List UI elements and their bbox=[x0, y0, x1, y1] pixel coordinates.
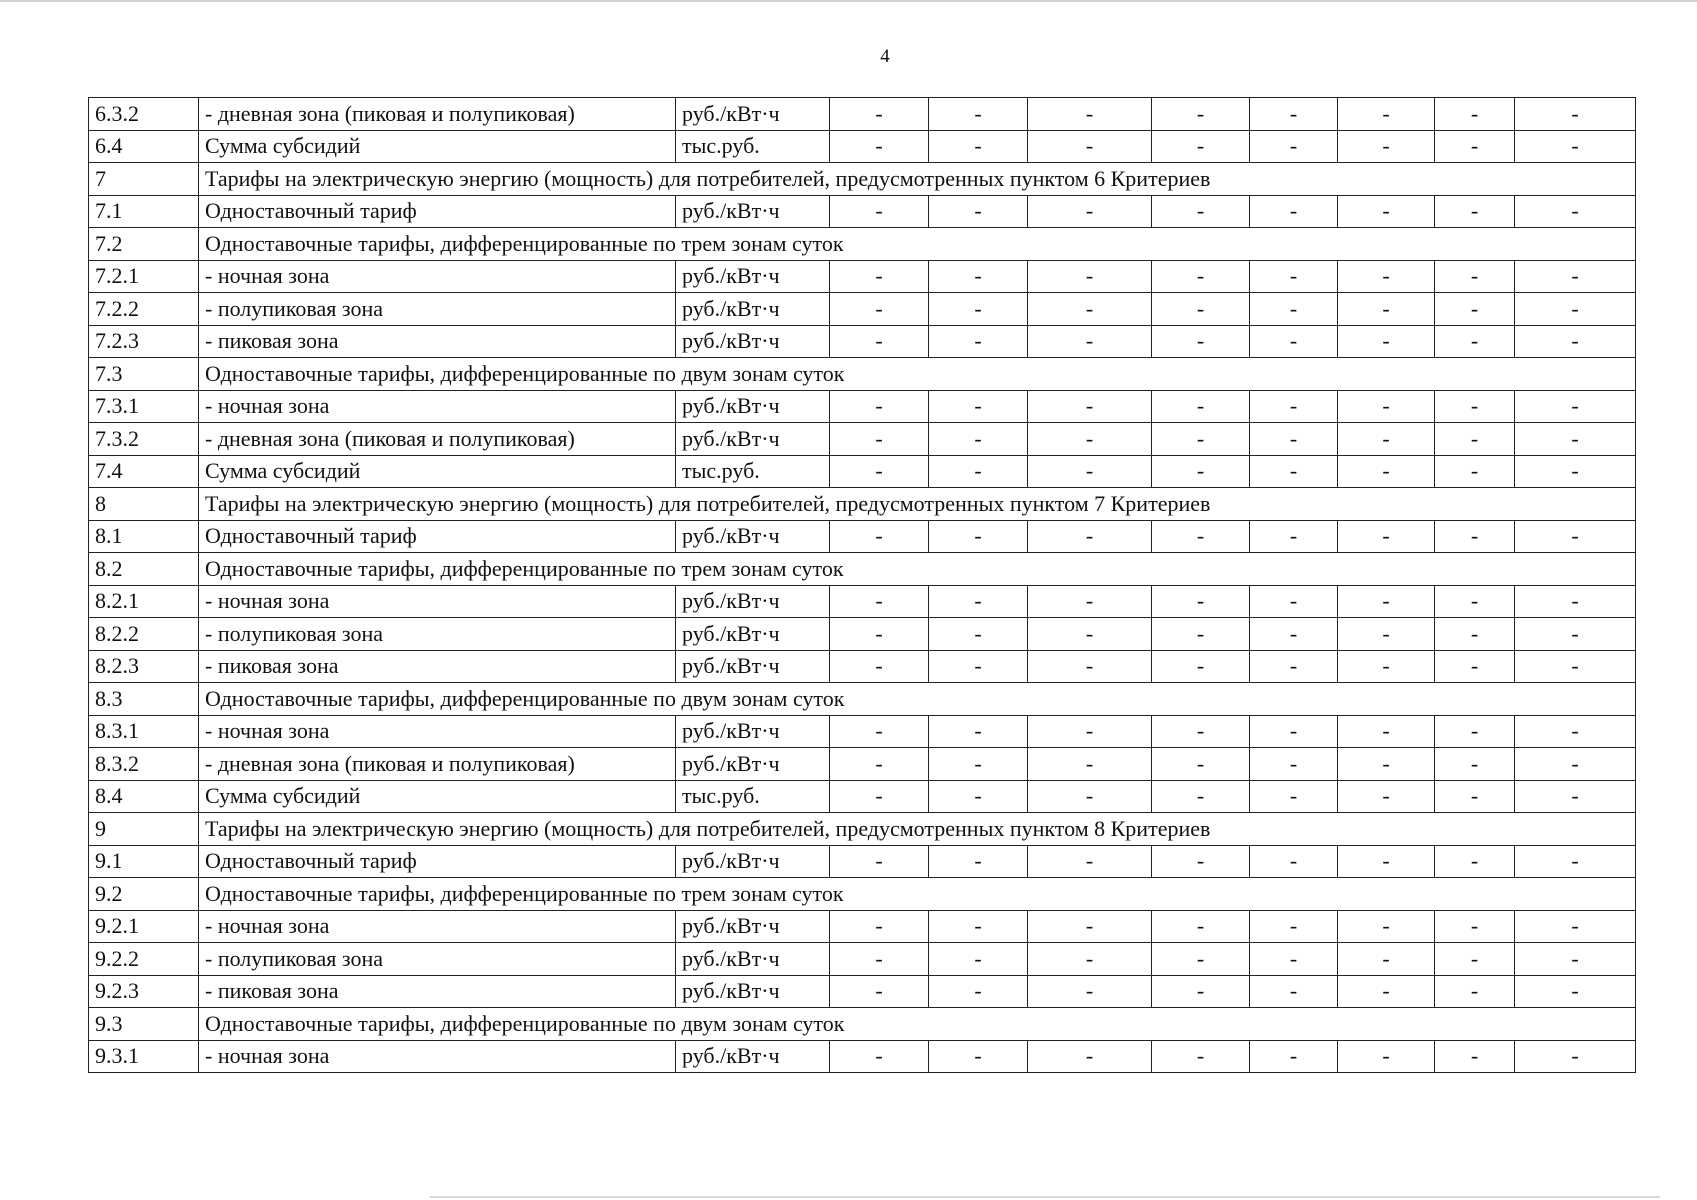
value-cell: - bbox=[1250, 390, 1338, 423]
value-cell: - bbox=[1250, 130, 1338, 163]
value-cell: - bbox=[1435, 423, 1515, 456]
value-cell: - bbox=[1338, 390, 1435, 423]
value-cell: - bbox=[1515, 585, 1636, 618]
value-cell: - bbox=[830, 520, 929, 553]
unit-cell: руб./кВт·ч bbox=[676, 520, 830, 553]
row-name: - ночная зона bbox=[199, 1040, 676, 1073]
value-cell: - bbox=[1028, 195, 1152, 228]
table-row bbox=[89, 130, 1636, 163]
row-number: 9.2 bbox=[89, 878, 199, 911]
row-number: 8.2.2 bbox=[89, 618, 199, 651]
value-cell: - bbox=[1435, 845, 1515, 878]
value-cell: - bbox=[1028, 520, 1152, 553]
value-cell: - bbox=[1250, 325, 1338, 358]
section-header-row bbox=[89, 813, 1636, 846]
row-name: - полупиковая зона bbox=[199, 293, 676, 326]
value-cell: - bbox=[1435, 618, 1515, 651]
row-name: - пиковая зона bbox=[199, 650, 676, 683]
value-cell: - bbox=[830, 423, 929, 456]
value-cell: - bbox=[1338, 98, 1435, 131]
page-number: 4 bbox=[880, 46, 890, 67]
value-cell: - bbox=[1152, 390, 1250, 423]
value-cell: - bbox=[830, 910, 929, 943]
row-number: 7.1 bbox=[89, 195, 199, 228]
value-cell: - bbox=[1435, 260, 1515, 293]
table-row bbox=[89, 618, 1636, 651]
table-row bbox=[89, 650, 1636, 683]
section-header-row bbox=[89, 488, 1636, 521]
value-cell: - bbox=[1338, 975, 1435, 1008]
value-cell: - bbox=[929, 455, 1028, 488]
value-cell: - bbox=[1515, 715, 1636, 748]
value-cell: - bbox=[929, 98, 1028, 131]
unit-cell: руб./кВт·ч bbox=[676, 748, 830, 781]
table-row bbox=[89, 325, 1636, 358]
section-header-row bbox=[89, 228, 1636, 261]
row-name: Сумма субсидий bbox=[199, 455, 676, 488]
value-cell: - bbox=[1250, 715, 1338, 748]
value-cell: - bbox=[830, 293, 929, 326]
table-row bbox=[89, 748, 1636, 781]
value-cell: - bbox=[1338, 650, 1435, 683]
row-name: Одноставочный тариф bbox=[199, 195, 676, 228]
unit-cell: руб./кВт·ч bbox=[676, 325, 830, 358]
table-row bbox=[89, 520, 1636, 553]
value-cell: - bbox=[1152, 910, 1250, 943]
value-cell: - bbox=[1338, 748, 1435, 781]
value-cell: - bbox=[1338, 910, 1435, 943]
value-cell: - bbox=[1435, 455, 1515, 488]
value-cell: - bbox=[929, 520, 1028, 553]
unit-cell: тыс.руб. bbox=[676, 455, 830, 488]
value-cell: - bbox=[1515, 618, 1636, 651]
value-cell: - bbox=[1028, 325, 1152, 358]
table-row bbox=[89, 293, 1636, 326]
value-cell: - bbox=[929, 910, 1028, 943]
row-name: - ночная зона bbox=[199, 390, 676, 423]
value-cell: - bbox=[929, 715, 1028, 748]
value-cell: - bbox=[1250, 748, 1338, 781]
value-cell: - bbox=[1250, 1040, 1338, 1073]
value-cell: - bbox=[1152, 975, 1250, 1008]
section-header-row bbox=[89, 163, 1636, 196]
value-cell: - bbox=[1028, 1040, 1152, 1073]
table-row bbox=[89, 975, 1636, 1008]
unit-cell: руб./кВт·ч bbox=[676, 585, 830, 618]
value-cell: - bbox=[1152, 260, 1250, 293]
value-cell: - bbox=[1152, 325, 1250, 358]
row-number: 8.3.2 bbox=[89, 748, 199, 781]
value-cell: - bbox=[1435, 748, 1515, 781]
row-number: 7.3.1 bbox=[89, 390, 199, 423]
value-cell: - bbox=[929, 585, 1028, 618]
value-cell: - bbox=[1028, 943, 1152, 976]
value-cell: - bbox=[1515, 975, 1636, 1008]
row-number: 8.2.1 bbox=[89, 585, 199, 618]
row-name: - дневная зона (пиковая и полупиковая) bbox=[199, 423, 676, 456]
value-cell: - bbox=[1250, 975, 1338, 1008]
row-number: 9.2.2 bbox=[89, 943, 199, 976]
table-row bbox=[89, 943, 1636, 976]
row-name: - дневная зона (пиковая и полупиковая) bbox=[199, 748, 676, 781]
value-cell: - bbox=[1250, 455, 1338, 488]
value-cell: - bbox=[830, 260, 929, 293]
row-name: - пиковая зона bbox=[199, 975, 676, 1008]
value-cell: - bbox=[1435, 390, 1515, 423]
row-number: 8.4 bbox=[89, 780, 199, 813]
value-cell: - bbox=[1152, 455, 1250, 488]
table-row bbox=[89, 1040, 1636, 1073]
section-title: Одноставочные тарифы, дифференцированные по трем зонам суток bbox=[199, 553, 1636, 586]
row-name: - ночная зона bbox=[199, 715, 676, 748]
value-cell: - bbox=[929, 130, 1028, 163]
row-number: 7 bbox=[89, 163, 199, 196]
value-cell: - bbox=[1152, 585, 1250, 618]
value-cell: - bbox=[1435, 910, 1515, 943]
value-cell: - bbox=[1152, 845, 1250, 878]
value-cell: - bbox=[1152, 130, 1250, 163]
row-number: 9.1 bbox=[89, 845, 199, 878]
section-header-row bbox=[89, 1008, 1636, 1041]
unit-cell: руб./кВт·ч bbox=[676, 390, 830, 423]
unit-cell: руб./кВт·ч bbox=[676, 943, 830, 976]
unit-cell: руб./кВт·ч bbox=[676, 260, 830, 293]
value-cell: - bbox=[929, 390, 1028, 423]
unit-cell: тыс.руб. bbox=[676, 780, 830, 813]
value-cell: - bbox=[929, 325, 1028, 358]
value-cell: - bbox=[1152, 715, 1250, 748]
value-cell: - bbox=[1338, 325, 1435, 358]
value-cell: - bbox=[929, 293, 1028, 326]
value-cell: - bbox=[1515, 325, 1636, 358]
value-cell: - bbox=[929, 618, 1028, 651]
table-row bbox=[89, 390, 1636, 423]
value-cell: - bbox=[1338, 943, 1435, 976]
value-cell: - bbox=[1338, 585, 1435, 618]
row-number: 8 bbox=[89, 488, 199, 521]
row-number: 8.2.3 bbox=[89, 650, 199, 683]
unit-cell: руб./кВт·ч bbox=[676, 98, 830, 131]
value-cell: - bbox=[1515, 423, 1636, 456]
value-cell: - bbox=[1250, 585, 1338, 618]
table-row bbox=[89, 195, 1636, 228]
value-cell: - bbox=[830, 780, 929, 813]
table-row bbox=[89, 98, 1636, 131]
section-title: Тарифы на электрическую энергию (мощность) для потребителей, предусмотренных пунктом 8 Критериев bbox=[199, 813, 1636, 846]
value-cell: - bbox=[929, 943, 1028, 976]
value-cell: - bbox=[1338, 260, 1435, 293]
value-cell: - bbox=[1250, 943, 1338, 976]
value-cell: - bbox=[1338, 618, 1435, 651]
row-name: Сумма субсидий bbox=[199, 130, 676, 163]
value-cell: - bbox=[1435, 130, 1515, 163]
row-name: Сумма субсидий bbox=[199, 780, 676, 813]
value-cell: - bbox=[830, 715, 929, 748]
value-cell: - bbox=[1152, 748, 1250, 781]
section-title: Тарифы на электрическую энергию (мощность) для потребителей, предусмотренных пунктом 7 Критериев bbox=[199, 488, 1636, 521]
row-number: 8.3.1 bbox=[89, 715, 199, 748]
unit-cell: руб./кВт·ч bbox=[676, 845, 830, 878]
value-cell: - bbox=[1152, 520, 1250, 553]
value-cell: - bbox=[830, 943, 929, 976]
value-cell: - bbox=[1250, 618, 1338, 651]
value-cell: - bbox=[1515, 780, 1636, 813]
value-cell: - bbox=[1250, 520, 1338, 553]
value-cell: - bbox=[1028, 130, 1152, 163]
value-cell: - bbox=[1028, 650, 1152, 683]
value-cell: - bbox=[1028, 423, 1152, 456]
value-cell: - bbox=[929, 650, 1028, 683]
row-number: 7.2.2 bbox=[89, 293, 199, 326]
value-cell: - bbox=[1515, 260, 1636, 293]
unit-cell: руб./кВт·ч bbox=[676, 618, 830, 651]
row-name: - полупиковая зона bbox=[199, 618, 676, 651]
value-cell: - bbox=[1028, 455, 1152, 488]
value-cell: - bbox=[1515, 650, 1636, 683]
table-row bbox=[89, 715, 1636, 748]
value-cell: - bbox=[1028, 293, 1152, 326]
value-cell: - bbox=[830, 130, 929, 163]
value-cell: - bbox=[830, 650, 929, 683]
value-cell: - bbox=[830, 975, 929, 1008]
section-header-row bbox=[89, 683, 1636, 716]
value-cell: - bbox=[1028, 260, 1152, 293]
row-number: 7.4 bbox=[89, 455, 199, 488]
value-cell: - bbox=[1515, 293, 1636, 326]
value-cell: - bbox=[1435, 943, 1515, 976]
value-cell: - bbox=[1250, 260, 1338, 293]
value-cell: - bbox=[1250, 423, 1338, 456]
value-cell: - bbox=[1435, 715, 1515, 748]
value-cell: - bbox=[1028, 715, 1152, 748]
value-cell: - bbox=[929, 845, 1028, 878]
row-number: 7.2 bbox=[89, 228, 199, 261]
table-row bbox=[89, 585, 1636, 618]
value-cell: - bbox=[1152, 195, 1250, 228]
row-number: 7.3.2 bbox=[89, 423, 199, 456]
value-cell: - bbox=[1515, 98, 1636, 131]
value-cell: - bbox=[1250, 98, 1338, 131]
unit-cell: руб./кВт·ч bbox=[676, 195, 830, 228]
row-name: - ночная зона bbox=[199, 260, 676, 293]
value-cell: - bbox=[1028, 845, 1152, 878]
section-title: Одноставочные тарифы, дифференцированные по двум зонам суток bbox=[199, 1008, 1636, 1041]
value-cell: - bbox=[1435, 650, 1515, 683]
section-header-row bbox=[89, 878, 1636, 911]
row-number: 9.3 bbox=[89, 1008, 199, 1041]
row-name: - ночная зона bbox=[199, 910, 676, 943]
row-number: 7.2.1 bbox=[89, 260, 199, 293]
value-cell: - bbox=[1028, 780, 1152, 813]
value-cell: - bbox=[1028, 390, 1152, 423]
unit-cell: руб./кВт·ч bbox=[676, 975, 830, 1008]
row-number: 9.3.1 bbox=[89, 1040, 199, 1073]
row-number: 9 bbox=[89, 813, 199, 846]
value-cell: - bbox=[830, 325, 929, 358]
table-row bbox=[89, 845, 1636, 878]
value-cell: - bbox=[1028, 98, 1152, 131]
row-number: 8.3 bbox=[89, 683, 199, 716]
unit-cell: руб./кВт·ч bbox=[676, 715, 830, 748]
row-number: 9.2.3 bbox=[89, 975, 199, 1008]
value-cell: - bbox=[1435, 98, 1515, 131]
table-row bbox=[89, 455, 1636, 488]
value-cell: - bbox=[1028, 748, 1152, 781]
value-cell: - bbox=[830, 98, 929, 131]
value-cell: - bbox=[929, 260, 1028, 293]
value-cell: - bbox=[1515, 845, 1636, 878]
value-cell: - bbox=[929, 780, 1028, 813]
row-number: 6.4 bbox=[89, 130, 199, 163]
value-cell: - bbox=[1338, 130, 1435, 163]
value-cell: - bbox=[830, 455, 929, 488]
section-title: Тарифы на электрическую энергию (мощность) для потребителей, предусмотренных пунктом 6 Критериев bbox=[199, 163, 1636, 196]
section-title: Одноставочные тарифы, дифференцированные по двум зонам суток bbox=[199, 358, 1636, 391]
row-name: - дневная зона (пиковая и полупиковая) bbox=[199, 98, 676, 131]
value-cell: - bbox=[1152, 618, 1250, 651]
value-cell: - bbox=[830, 585, 929, 618]
value-cell: - bbox=[1338, 423, 1435, 456]
value-cell: - bbox=[1250, 195, 1338, 228]
value-cell: - bbox=[1515, 520, 1636, 553]
section-title: Одноставочные тарифы, дифференцированные по трем зонам суток bbox=[199, 878, 1636, 911]
unit-cell: руб./кВт·ч bbox=[676, 423, 830, 456]
row-name: Одноставочный тариф bbox=[199, 520, 676, 553]
section-title: Одноставочные тарифы, дифференцированные по двум зонам суток bbox=[199, 683, 1636, 716]
value-cell: - bbox=[1152, 1040, 1250, 1073]
value-cell: - bbox=[1435, 325, 1515, 358]
value-cell: - bbox=[1152, 943, 1250, 976]
value-cell: - bbox=[1515, 748, 1636, 781]
value-cell: - bbox=[1250, 650, 1338, 683]
scan-edge-bottom bbox=[430, 1196, 1660, 1198]
value-cell: - bbox=[1515, 130, 1636, 163]
row-name: Одноставочный тариф bbox=[199, 845, 676, 878]
value-cell: - bbox=[1338, 195, 1435, 228]
section-header-row bbox=[89, 358, 1636, 391]
value-cell: - bbox=[1435, 195, 1515, 228]
value-cell: - bbox=[1338, 845, 1435, 878]
scan-edge-top bbox=[0, 0, 1697, 2]
value-cell: - bbox=[929, 423, 1028, 456]
value-cell: - bbox=[1515, 455, 1636, 488]
value-cell: - bbox=[1515, 390, 1636, 423]
value-cell: - bbox=[1338, 520, 1435, 553]
value-cell: - bbox=[1250, 845, 1338, 878]
value-cell: - bbox=[929, 975, 1028, 1008]
value-cell: - bbox=[830, 845, 929, 878]
value-cell: - bbox=[1338, 455, 1435, 488]
value-cell: - bbox=[1250, 780, 1338, 813]
value-cell: - bbox=[1435, 780, 1515, 813]
value-cell: - bbox=[1338, 715, 1435, 748]
value-cell: - bbox=[1152, 293, 1250, 326]
row-name: - полупиковая зона bbox=[199, 943, 676, 976]
row-number: 7.3 bbox=[89, 358, 199, 391]
table-body bbox=[89, 98, 1636, 1073]
value-cell: - bbox=[1338, 1040, 1435, 1073]
value-cell: - bbox=[1152, 98, 1250, 131]
value-cell: - bbox=[1028, 910, 1152, 943]
table-row bbox=[89, 910, 1636, 943]
value-cell: - bbox=[929, 1040, 1028, 1073]
value-cell: - bbox=[830, 390, 929, 423]
row-number: 7.2.3 bbox=[89, 325, 199, 358]
unit-cell: руб./кВт·ч bbox=[676, 293, 830, 326]
section-title: Одноставочные тарифы, дифференцированные по трем зонам суток bbox=[199, 228, 1636, 261]
value-cell: - bbox=[1152, 650, 1250, 683]
value-cell: - bbox=[1435, 293, 1515, 326]
row-number: 8.2 bbox=[89, 553, 199, 586]
value-cell: - bbox=[1152, 780, 1250, 813]
value-cell: - bbox=[1515, 195, 1636, 228]
value-cell: - bbox=[1152, 423, 1250, 456]
unit-cell: руб./кВт·ч bbox=[676, 1040, 830, 1073]
row-number: 6.3.2 bbox=[89, 98, 199, 131]
value-cell: - bbox=[1435, 975, 1515, 1008]
tariff-table bbox=[88, 97, 1636, 1073]
row-name: - ночная зона bbox=[199, 585, 676, 618]
section-header-row bbox=[89, 553, 1636, 586]
table-row bbox=[89, 423, 1636, 456]
value-cell: - bbox=[929, 748, 1028, 781]
value-cell: - bbox=[1338, 293, 1435, 326]
value-cell: - bbox=[1435, 1040, 1515, 1073]
value-cell: - bbox=[1028, 585, 1152, 618]
value-cell: - bbox=[830, 618, 929, 651]
unit-cell: руб./кВт·ч bbox=[676, 650, 830, 683]
value-cell: - bbox=[929, 195, 1028, 228]
value-cell: - bbox=[1028, 618, 1152, 651]
value-cell: - bbox=[1028, 975, 1152, 1008]
value-cell: - bbox=[830, 1040, 929, 1073]
value-cell: - bbox=[830, 748, 929, 781]
row-number: 8.1 bbox=[89, 520, 199, 553]
table-row bbox=[89, 780, 1636, 813]
value-cell: - bbox=[1338, 780, 1435, 813]
row-number: 9.2.1 bbox=[89, 910, 199, 943]
value-cell: - bbox=[1250, 293, 1338, 326]
table-row bbox=[89, 260, 1636, 293]
unit-cell: тыс.руб. bbox=[676, 130, 830, 163]
unit-cell: руб./кВт·ч bbox=[676, 910, 830, 943]
value-cell: - bbox=[1250, 910, 1338, 943]
value-cell: - bbox=[1435, 520, 1515, 553]
value-cell: - bbox=[1515, 1040, 1636, 1073]
row-name: - пиковая зона bbox=[199, 325, 676, 358]
value-cell: - bbox=[1515, 943, 1636, 976]
value-cell: - bbox=[1515, 910, 1636, 943]
value-cell: - bbox=[830, 195, 929, 228]
value-cell: - bbox=[1435, 585, 1515, 618]
